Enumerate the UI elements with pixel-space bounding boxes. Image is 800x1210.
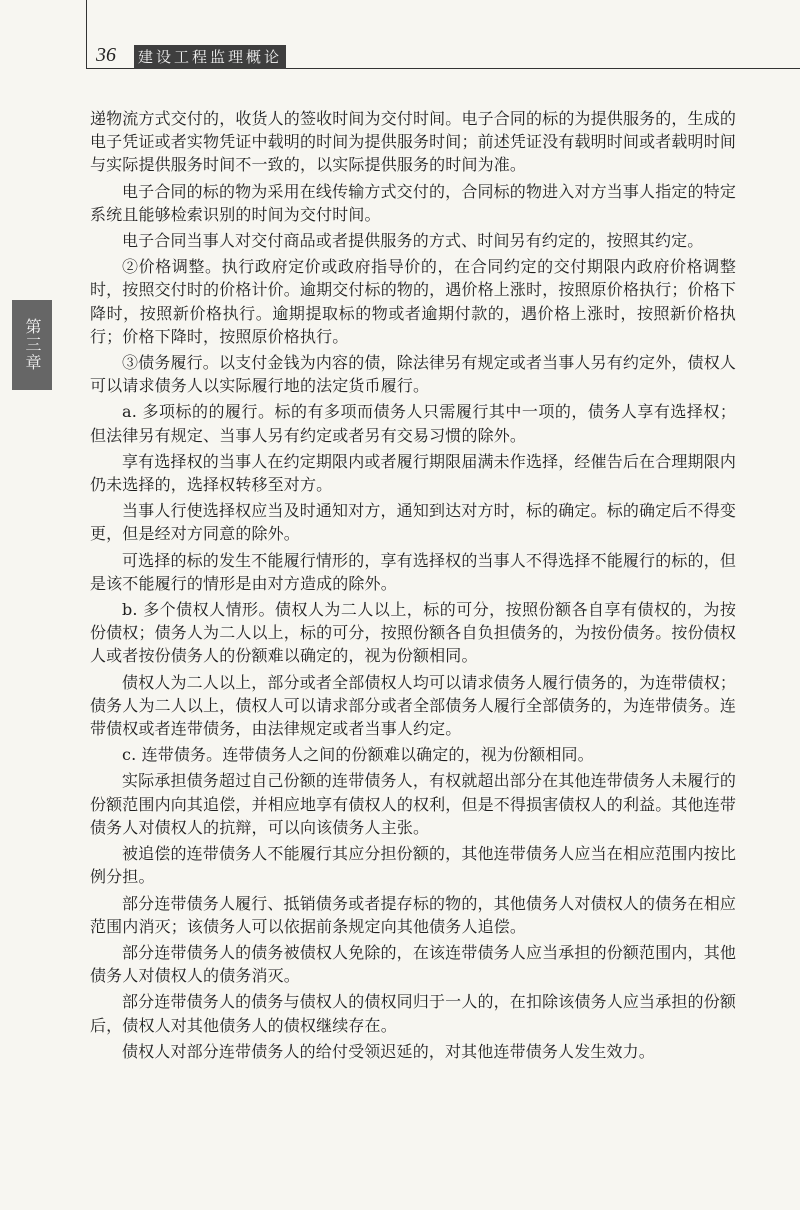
paragraph: ③债务履行。以支付金钱为内容的债，除法律另有规定或者当事人另有约定外，债权人可以请求债务人以实际履行地的法定货币履行。	[90, 353, 736, 396]
paragraph: 电子合同当事人对交付商品或者提供服务的方式、时间另有约定的，按照其约定。	[122, 231, 704, 251]
paragraph: 电子合同的标的物为采用在线传输方式交付的，合同标的物进入对方当事人指定的特定系统且能够检索识别的时间为交付时间。	[90, 181, 736, 224]
paragraph: 被追偿的连带债务人不能履行其应分担份额的，其他连带债务人应当在相应范围内按比例分担。	[90, 844, 736, 887]
paragraph: c. 连带债务。连带债务人之间的份额难以确定的，视为份额相同。	[122, 745, 594, 765]
paragraph: 实际承担债务超过自己份额的连带债务人，有权就超出部分在其他连带债务人未履行的份额范围内向其追偿，并相应地享有债权人的权利，但是不得损害债权人的利益。其他连带债务人对债权人的抗辩，可以向该债务人主张。	[90, 771, 737, 837]
chapter-side-tab	[12, 300, 52, 390]
paragraph: ②价格调整。执行政府定价或政府指导价的，在合同约定的交付期限内政府价格调整时，按照交付时的价格计价。逾期交付标的物的，遇价格上涨时，按照原价格执行；价格下降时，按照新价格执行。逾期提取标的物或者逾期付款的，遇价格上涨时，按照新价格执行；价格下降时，按照原价格执行。	[90, 257, 737, 346]
paragraph: b. 多个债权人情形。债权人为二人以上，标的可分，按照份额各自享有债权的，为按份债权；债务人为二人以上，标的可分，按照份额各自负担债务的，为按份债务。按份债权人或者按份债务人的份额难以确定的，视为份额相同。	[90, 600, 737, 666]
paragraph: 递物流方式交付的，收货人的签收时间为交付时间。电子合同的标的为提供服务的，生成的电子凭证或者实物凭证中载明的时间为提供服务时间；前述凭证没有载明时间或者载明时间与实际提供服务时间不一致的，以实际提供服务的时间为准。	[90, 109, 737, 175]
running-header-title: 建设工程监理概论	[134, 45, 286, 69]
paragraph: 部分连带债务人履行、抵销债务或者提存标的物的，其他债务人对债权人的债务在相应范围内消灭；该债务人可以依据前条规定向其他债务人追偿。	[90, 893, 736, 936]
chapter-tab-label: 第三章	[23, 318, 42, 372]
paragraph: a. 多项标的的履行。标的有多项而债务人只需履行其中一项的，债务人享有选择权；但法律另有规定、当事人另有约定或者另有交易习惯的除外。	[90, 402, 736, 445]
paragraph: 部分连带债务人的债务被债权人免除的，在该连带债务人应当承担的份额范围内，其他债务人对债权人的债务消灭。	[90, 942, 736, 986]
body-text	[90, 107, 736, 1063]
header-vertical-rule	[86, 0, 87, 68]
paragraph: 债权人为二人以上，部分或者全部债权人均可以请求债务人履行债务的，为连带债权；债务人为二人以上，债权人可以请求部分或者全部债务人履行全部债务的，为连带债务。连带债权或者连带债务，由法律规定或者当事人约定。	[90, 672, 737, 739]
paragraph: 享有选择权的当事人在约定期限内或者履行期限届满未作选择，经催告后在合理期限内仍未选择的，选择权转移至对方。	[90, 451, 736, 495]
page-number: 36	[96, 44, 116, 66]
paragraph: 可选择的标的发生不能履行情形的，享有选择权的当事人不得选择不能履行的标的，但是该不能履行的情形是由对方造成的除外。	[90, 550, 736, 593]
paragraph: 当事人行使选择权应当及时通知对方，通知到达对方时，标的确定。标的确定后不得变更，但是经对方同意的除外。	[90, 501, 736, 544]
paragraph: 部分连带债务人的债务与债权人的债权同归于一人的，在扣除该债务人应当承担的份额后，债权人对其他债务人的债权继续存在。	[90, 992, 736, 1035]
paragraph: 债权人对部分连带债务人的给付受领迟延的，对其他连带债务人发生效力。	[122, 1041, 655, 1061]
